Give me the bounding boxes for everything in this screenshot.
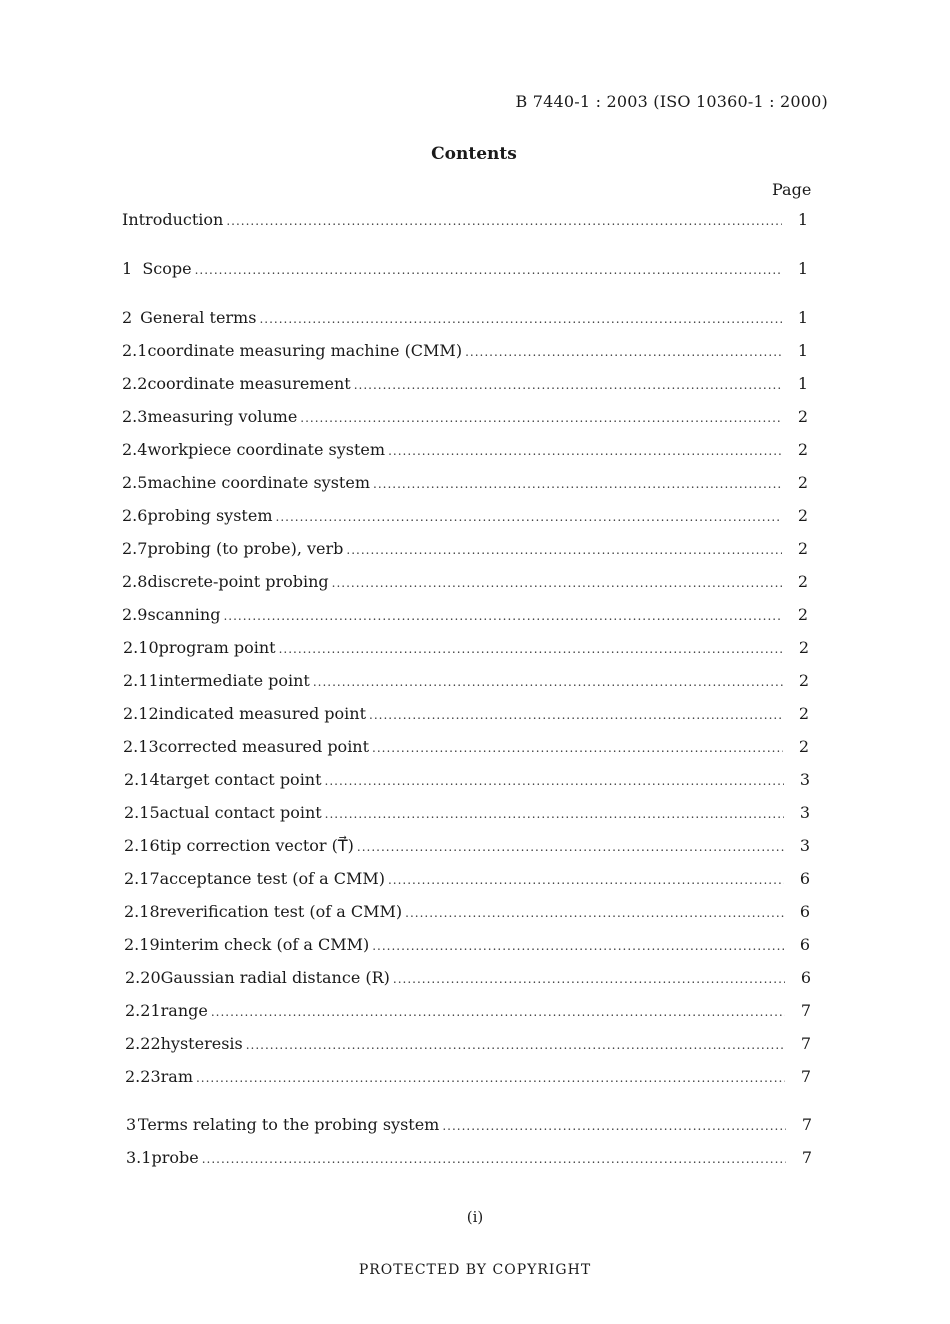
toc-entry-2-22[interactable]	[125, 1034, 811, 1053]
toc-entry-number: 2.4	[122, 440, 148, 459]
toc-entry-number: 2.5	[122, 473, 148, 492]
toc-entry-number: 2	[122, 308, 133, 327]
toc-entry-2-15[interactable]	[124, 803, 810, 822]
toc-entry-page: 1	[797, 210, 808, 229]
toc-entry-title: range	[160, 1001, 208, 1020]
toc-entry-2-18[interactable]	[124, 902, 810, 921]
toc-entry-title: probe	[151, 1148, 199, 1167]
toc-entry-title: Introduction	[122, 210, 224, 229]
toc-entry-page: 2	[798, 638, 809, 657]
toc-entry-page: 6	[799, 902, 810, 921]
toc-entry-2-23[interactable]	[125, 1067, 811, 1086]
toc-entry-page: 3	[799, 836, 810, 855]
toc-entry-title: General terms	[140, 308, 257, 327]
toc-entry-title: Gaussian radial distance (R)	[160, 968, 390, 987]
toc-entry-2-7[interactable]	[122, 539, 808, 558]
toc-entry-page: 1	[797, 341, 808, 360]
toc-entry-2-2[interactable]	[122, 374, 808, 393]
toc-entry-number: 2.12	[123, 704, 159, 723]
toc-entry-title: corrected measured point	[158, 737, 370, 756]
toc-entry-number: 3.1	[126, 1148, 152, 1167]
toc-entry-2-9[interactable]	[122, 605, 808, 624]
toc-entry-2-14[interactable]	[124, 770, 810, 789]
document-identifier: B 7440-1 : 2003 (ISO 10360-1 : 2000)	[515, 92, 828, 111]
toc-entry-2-6[interactable]	[122, 506, 808, 525]
toc-entry-number: 2.3	[122, 407, 148, 426]
toc-entry-page: 2	[797, 473, 808, 492]
toc-entry-number: 2.20	[125, 968, 161, 987]
toc-entry-2-13[interactable]	[123, 737, 809, 756]
toc-entry-1[interactable]	[122, 259, 808, 278]
toc-entry-3-1[interactable]	[126, 1148, 812, 1167]
toc-entry-number: 2.14	[124, 770, 160, 789]
toc-entry-3[interactable]	[126, 1115, 812, 1134]
toc-entry-title: indicated measured point	[158, 704, 366, 723]
toc-entry-page: 7	[800, 1001, 811, 1020]
toc-entry-number: 2.9	[122, 605, 148, 624]
toc-entry-2-3[interactable]	[122, 407, 808, 426]
toc-entry-page: 2	[797, 407, 808, 426]
toc-entry-number: 2.19	[124, 935, 160, 954]
toc-entry-page: 1	[797, 259, 808, 278]
toc-entry-2-21[interactable]	[125, 1001, 811, 1020]
toc-entry-2-1[interactable]	[122, 341, 808, 360]
toc-entry-title: Terms relating to the probing system	[137, 1115, 440, 1134]
toc-entry-page: 3	[799, 803, 810, 822]
toc-entry-title: interim check (of a CMM)	[159, 935, 370, 954]
toc-entry-title: coordinate measurement	[147, 374, 351, 393]
toc-entry-number: 2.8	[122, 572, 148, 591]
toc-entry-page: 7	[800, 1034, 811, 1053]
toc-entry-page: 2	[798, 704, 809, 723]
toc-entry-2-5[interactable]	[122, 473, 808, 492]
toc-entry-title: hysteresis	[160, 1034, 243, 1053]
toc-entry-page: 2	[797, 440, 808, 459]
toc-entry-2-11[interactable]	[123, 671, 809, 690]
toc-entry-title: program point	[158, 638, 276, 657]
toc-entry-page: 2	[797, 506, 808, 525]
copyright-notice: PROTECTED BY COPYRIGHT	[358, 1262, 592, 1278]
toc-entry-title: machine coordinate system	[147, 473, 370, 492]
toc-entry-title: probing (to probe), verb	[147, 539, 344, 558]
toc-entry-title: measuring volume	[147, 407, 298, 426]
toc-entry-number: 2.18	[124, 902, 160, 921]
toc-entry-page: 7	[800, 1067, 811, 1086]
toc-entry-number: 2.16	[124, 836, 160, 855]
toc-entry-2-20[interactable]	[125, 968, 811, 987]
toc-entry-2-16[interactable]	[124, 836, 810, 855]
toc-entry-title: reverification test (of a CMM)	[159, 902, 403, 921]
toc-entry-page: 2	[797, 539, 808, 558]
page-column-label: Page	[772, 180, 812, 199]
toc-entry-number: 2.15	[124, 803, 160, 822]
toc-entry-title: workpiece coordinate system	[147, 440, 386, 459]
toc-entry-2[interactable]	[122, 308, 808, 327]
toc-entry-number: 3	[126, 1115, 137, 1134]
toc-entry-title: acceptance test (of a CMM)	[159, 869, 385, 888]
toc-entry-2-4[interactable]	[122, 440, 808, 459]
toc-entry-title: target contact point	[159, 770, 322, 789]
toc-entry-page: 2	[798, 671, 809, 690]
toc-entry-page: 2	[797, 572, 808, 591]
toc-entry-page: 3	[799, 770, 810, 789]
toc-entry-page: 2	[797, 605, 808, 624]
toc-entry-2-12[interactable]	[123, 704, 809, 723]
toc-entry-number: 2.6	[122, 506, 148, 525]
toc-entry-page: 6	[799, 935, 810, 954]
toc-entry-number: 2.1	[122, 341, 148, 360]
toc-entry-title: Scope	[142, 259, 192, 278]
page-number: (i)	[466, 1208, 484, 1226]
toc-entry-number: 2.2	[122, 374, 148, 393]
page-title: Contents	[431, 144, 517, 164]
toc-entry-title: ram	[160, 1067, 193, 1086]
toc-entry-page: 1	[797, 308, 808, 327]
toc-entry-number: 2.10	[123, 638, 159, 657]
toc-entry-page: 2	[798, 737, 809, 756]
toc-entry-number: 1	[122, 259, 133, 278]
toc-entry-page: 7	[801, 1115, 812, 1134]
toc-entry-number: 2.23	[125, 1067, 161, 1086]
toc-entry-title: scanning	[147, 605, 221, 624]
toc-entry-page: 6	[800, 968, 811, 987]
toc-entry-title: tip correction vector (T⃗)	[159, 836, 354, 855]
toc-entry-introduction[interactable]	[122, 210, 808, 229]
toc-entry-number: 2.7	[122, 539, 148, 558]
toc-entry-title: actual contact point	[159, 803, 322, 822]
toc-entry-title: intermediate point	[158, 671, 310, 690]
toc-entry-page: 6	[799, 869, 810, 888]
toc-entry-page: 1	[797, 374, 808, 393]
toc-entry-number: 2.22	[125, 1034, 161, 1053]
toc-entry-number: 2.17	[124, 869, 160, 888]
toc-entry-number: 2.13	[123, 737, 159, 756]
toc-entry-page: 7	[801, 1148, 812, 1167]
toc-entry-number: 2.11	[123, 671, 159, 690]
toc-entry-title: discrete-point probing	[147, 572, 329, 591]
toc-entry-number: 2.21	[125, 1001, 161, 1020]
toc-entry-title: probing system	[147, 506, 273, 525]
toc-entry-2-19[interactable]	[124, 935, 810, 954]
toc-entry-2-8[interactable]	[122, 572, 808, 591]
toc-entry-2-17[interactable]	[124, 869, 810, 888]
toc-entry-title: coordinate measuring machine (CMM)	[147, 341, 463, 360]
toc-entry-2-10[interactable]	[123, 638, 809, 657]
